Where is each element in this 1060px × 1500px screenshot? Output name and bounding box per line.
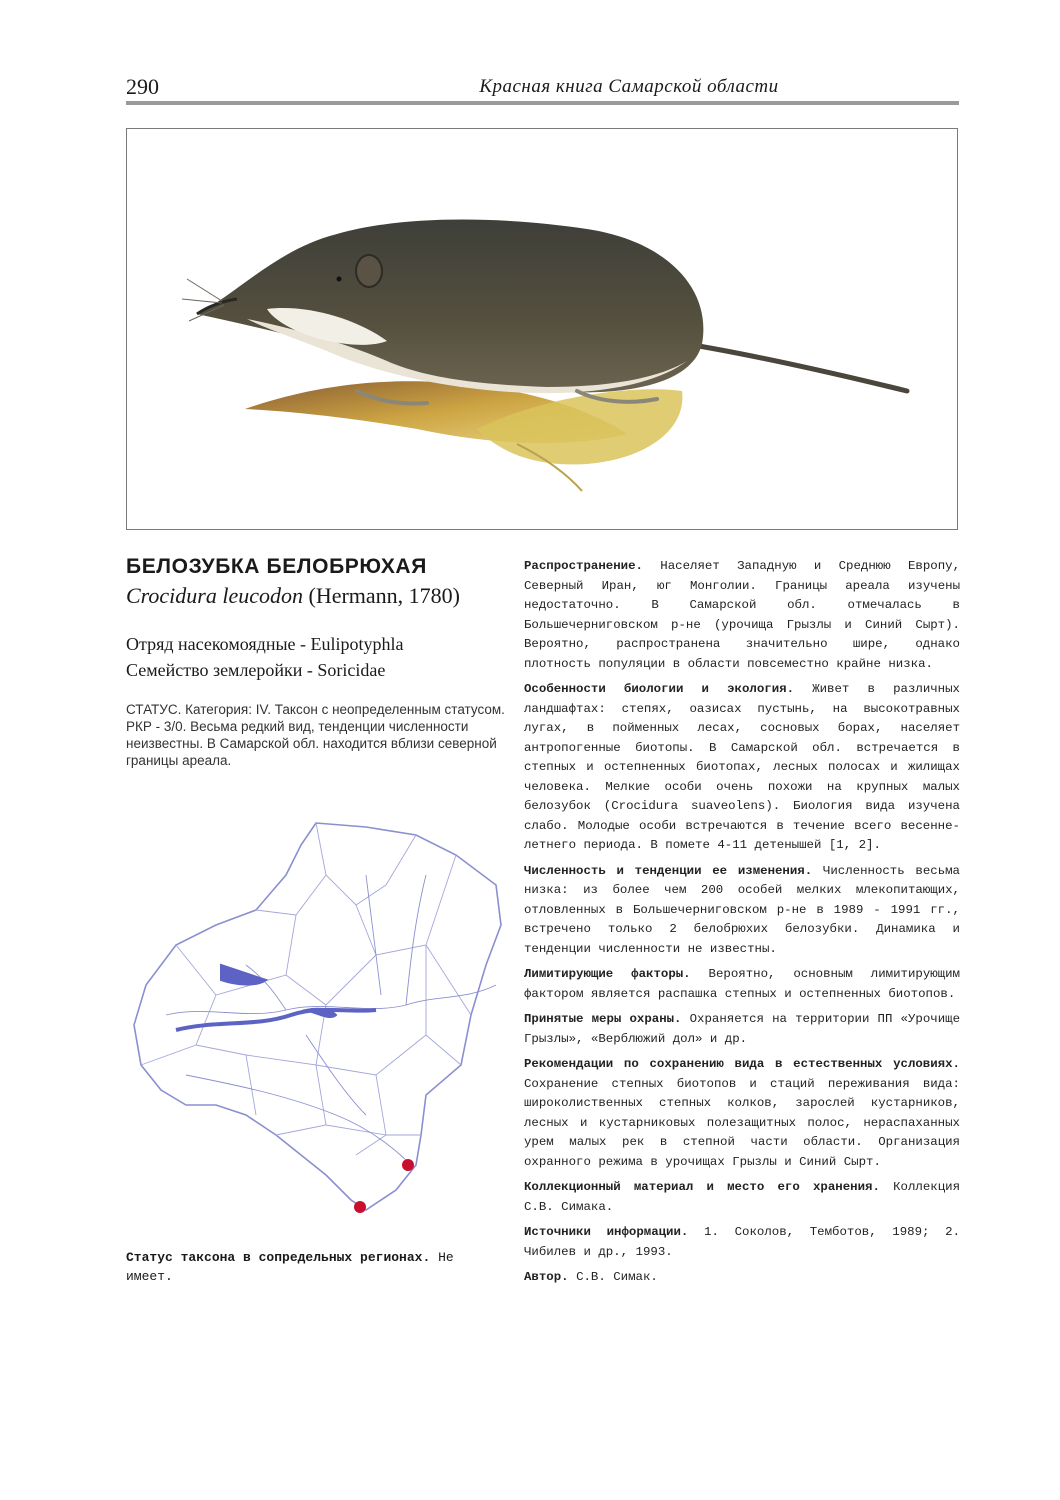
section-biology: Особенности биологии и экология. Живет в различных ландшафтах: степях, оазисах пустынь, на высокотравных лугах, в пойменных лесах, сосновых борах, населяет антропогенные биотопы. В Самарской обл. встречается в степных и остепненных биотопах, лесных полосах и жилищах человека. Мелкие особи очень похожи на крупных малых белозубок (Crocidura suaveolens). Биология вида изучена слабо. Молодые особи встречаются в течение всего весенне-летнего периода. В помете 4-11 детенышей [1, 2]. [524,682,960,852]
section-author: Автор. С.В. Симак. [524,1270,658,1284]
latin-binomial: Crocidura leucodon [126,583,303,608]
order-line: Отряд насекомоядные - Eulipotyphla [126,634,404,654]
status-category: СТАТУС. Категория: IV. Таксон с неопределенным статусом. [126,702,505,717]
section-collection: Коллекционный материал и место его хранения. Коллекция С.В. Симака. [524,1180,960,1214]
section-limiting-factors: Лимитирующие факторы. Вероятно, основным лимитирующим фактором является распашка степных и остепненных биотопов. [524,967,960,1001]
status-rkr: РКР - 3/0. Весьма редкий вид, тенденции численности неизвестны. В Самарской обл. находится вблизи северной границы ареала. [126,719,497,768]
taxonomy [126,631,506,683]
neighbor-status-label: Статус таксона в сопредельных регионах. [126,1250,431,1265]
shrew-illustration [126,128,958,530]
record-point [354,1201,366,1213]
page-number: 290 [126,74,159,99]
section-distribution: Распространение. Населяет Западную и Среднюю Европу, Северный Иран, юг Монголии. Границы ареала изучены недостаточно. В Самарской обл. отмечалась в Большечерниговском р-не (урочища Грызлы и Синий Сырт). Вероятно, распространена значительно шире, однако плотность популяции в области повсеместно крайне низка. [524,559,961,671]
taxon-author: (Hermann, 1780) [308,583,461,608]
neighbor-status [126,1248,506,1286]
distribution-map [126,815,508,1220]
species-latin-name [126,583,506,609]
section-sources: Источники информации. 1. Соколов, Темботов, 1989; 2. Чибилев и др., 1993. [524,1225,961,1259]
status-block [126,701,506,769]
running-title: Красная книга Самарской области [479,76,779,97]
species-title: БЕЛОЗУБКА БЕЛОБРЮХАЯ [126,555,427,578]
section-protection: Принятые меры охраны. Охраняется на территории ПП «Урочище Грызлы», «Верблюжий дол» и др. [524,1012,961,1046]
section-population: Численность и тенденции ее изменения. Численность весьма низка: из более чем 200 особей мелких млекопитающих, отловленных в Большечерниговском р-не в 1989 - 1991 гг., встречено только 2 белобрюхих белозубки. Динамика и тенденции численности не известны. [524,863,960,956]
species-description [524,557,960,1294]
section-recommendations: Рекомендации по сохранению вида в естественных условиях. Сохранение степных биотопов и стаций переживания вида: широколиственных степных колков, зарослей кустарников, лесных и кустарниковых полезащитных полос, нераспаханных урем малых рек в степной части области. Организация охранного режима в урочищах Грызлы и Синий Сырт. [524,1057,960,1169]
record-point [402,1159,414,1171]
neighbor-status-text: Не имеет. [126,1250,454,1284]
species-header [126,555,506,769]
family-line: Семейство землеройки - Soricidae [126,660,386,680]
header-rule [126,101,959,105]
